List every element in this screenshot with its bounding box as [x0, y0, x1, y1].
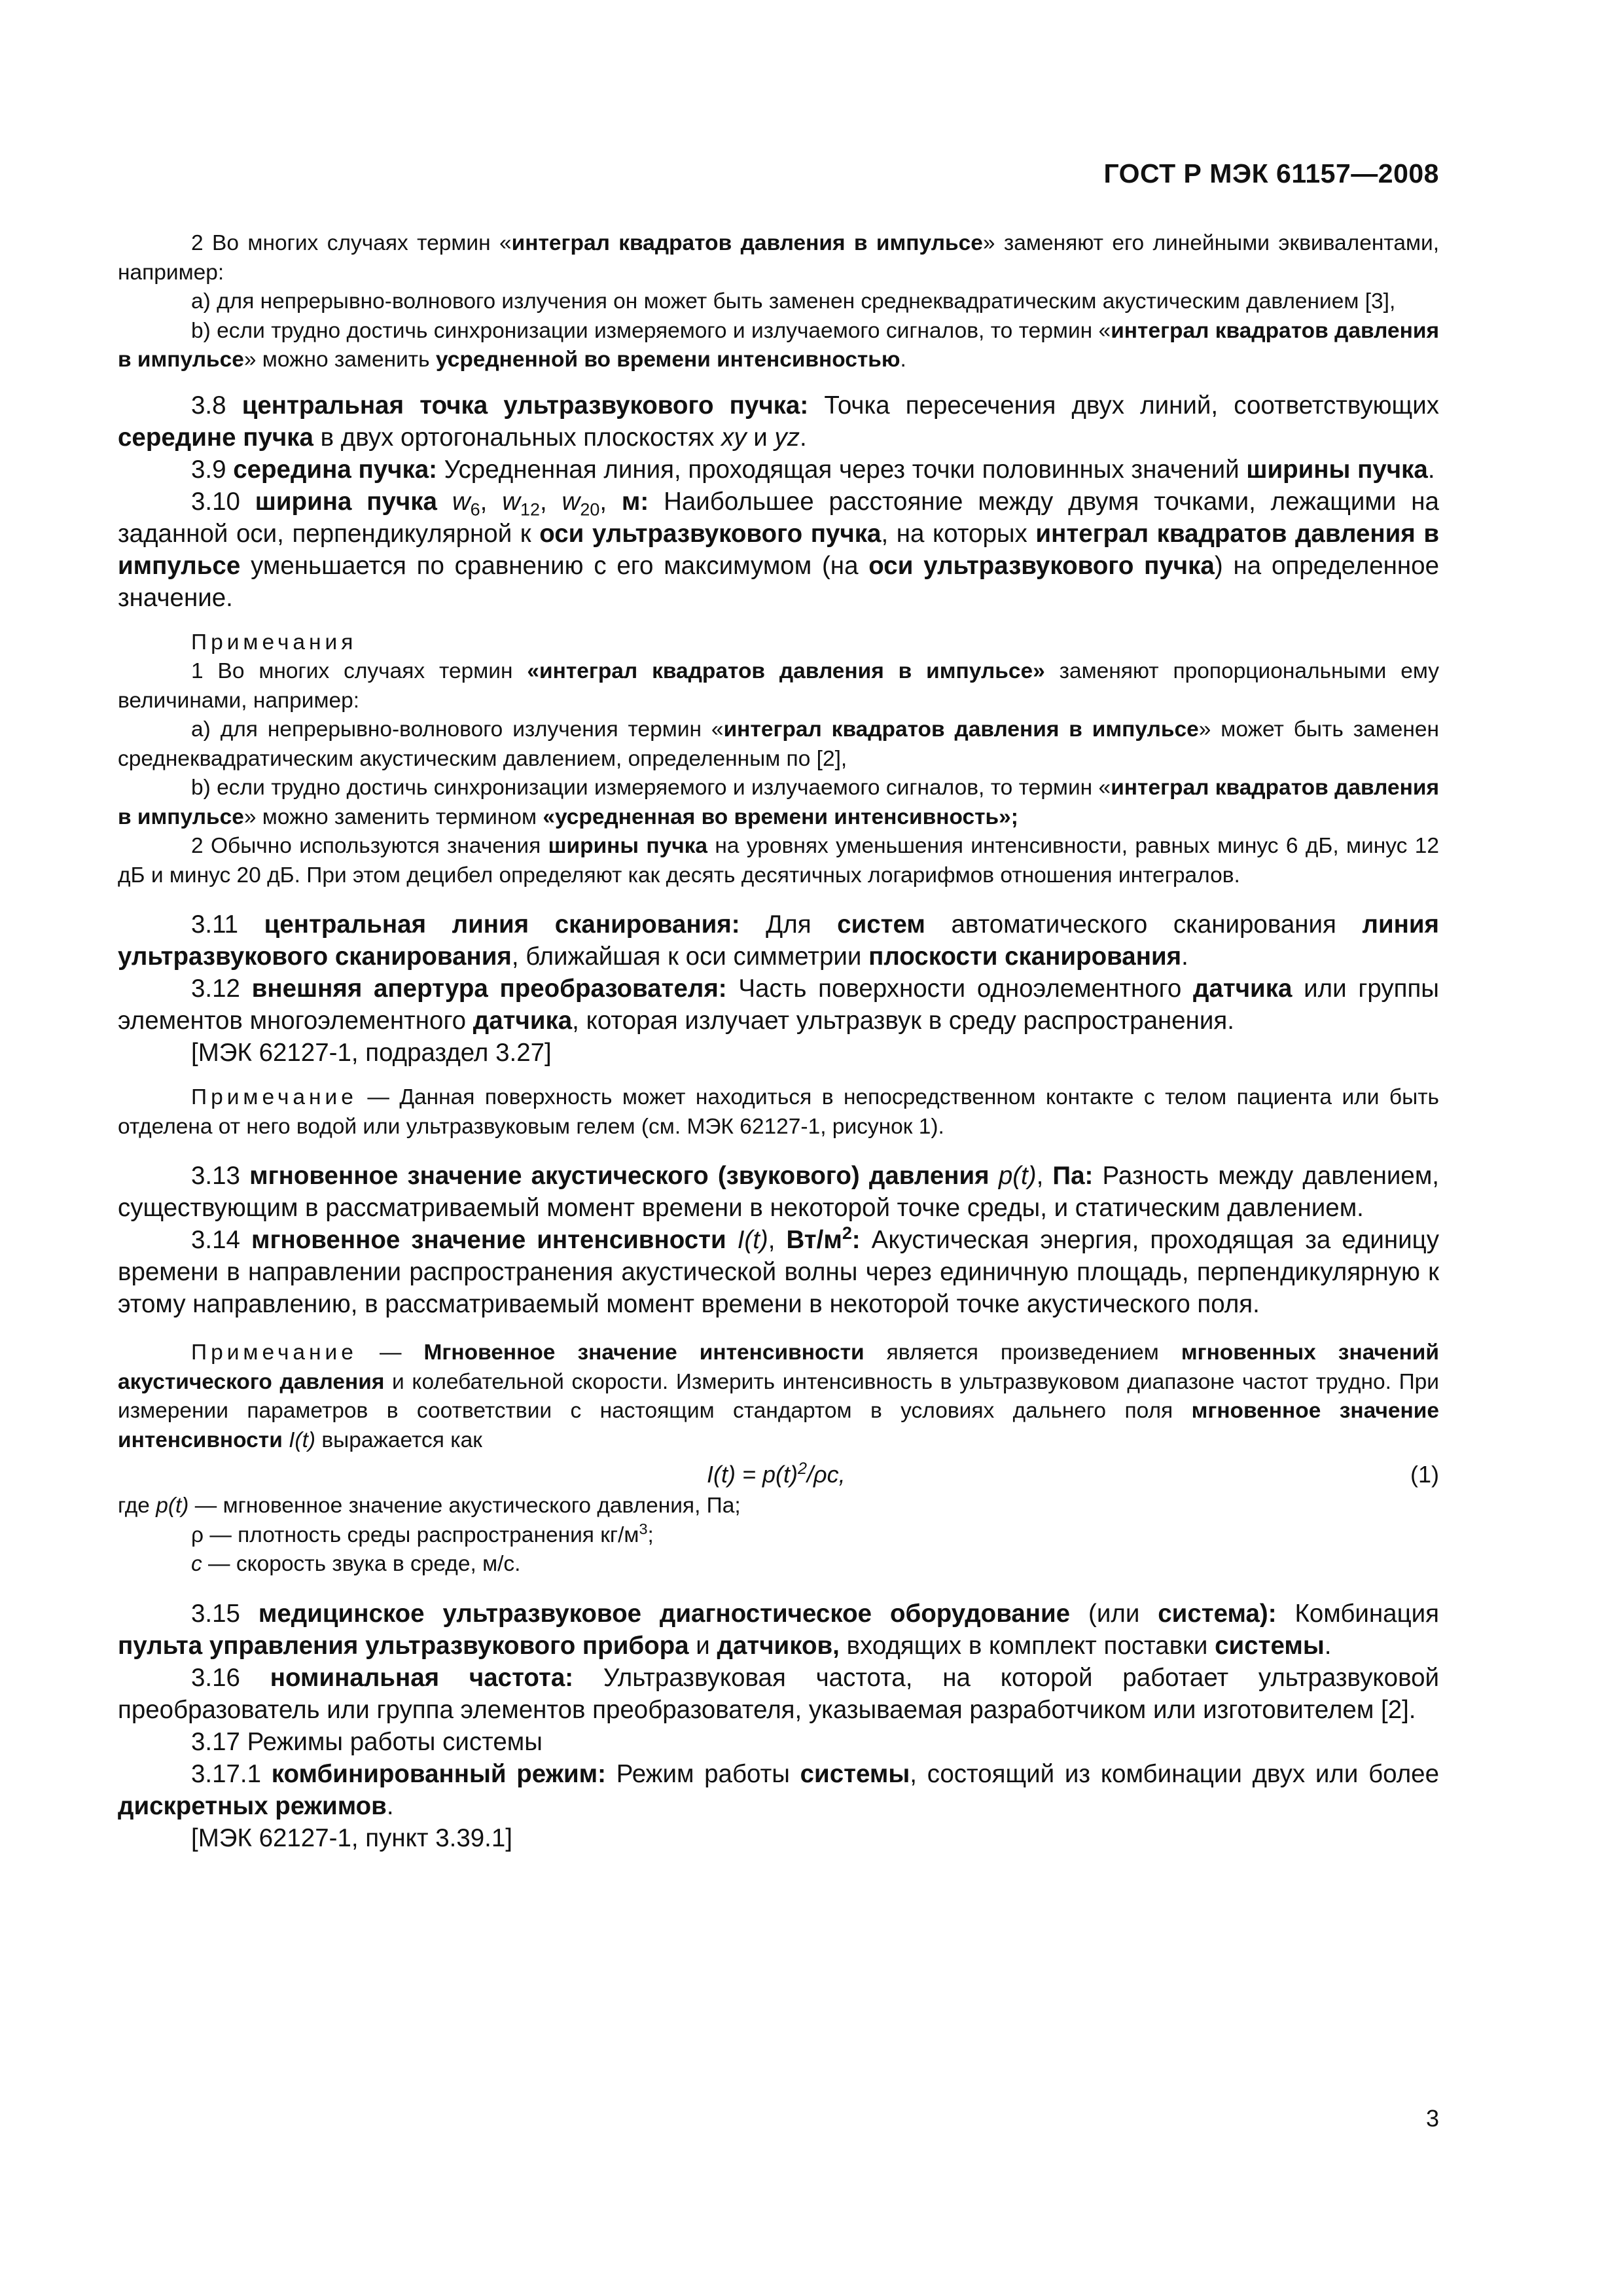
term-paragraph: 3.8 центральная точка ультразвукового пучка: Точка пересечения двух линий, соответствующих середине пучка в двух ортогональных плоскостях xy и yz.: [118, 391, 1439, 452]
formula-legend-line: c — скорость звука в среде, м/с.: [191, 1552, 521, 1576]
term-paragraph: 3.10 ширина пучка $w_6$, $w_{12}$, $w_{20}$, м: Наибольшее расстояние между двумя точками, лежащими на заданной оси, перпендикулярной к оси ультразвукового пучка, на которых интеграл квадратов давления в импульсе уменьшается по сравнению с его максимумом (на оси ультразвукового пучка) на определенное значение.: [118, 487, 1440, 612]
note-paragraph: Примечание — Мгновенное значение интенсивности является произведением мгновенных значений акустического давления и колебательной скорости. Измерить интенсивность в ультразвуковом диапазоне частот трудно. При измерении параметров в соответствии с настоящим стандартом в условиях дальнего поля мгновенное значение интенсивности I(t) выражается как: [118, 1340, 1439, 1452]
page-number: 3: [1425, 2105, 1439, 2132]
reference-line: [МЭК 62127-1, пункт 3.39.1]: [191, 1823, 512, 1852]
notes-heading: Примечания: [191, 630, 357, 655]
term-paragraph: 3.17.1 комбинированный режим: Режим работы системы, состоящий из комбинации двух или более дискретных режимов.: [118, 1759, 1439, 1820]
formula-row: [118, 1458, 1439, 1492]
note-paragraph: 2 Во многих случаях термин «интеграл квадратов давления в импульсе» заменяют его линейными эквивалентами, например:: [118, 231, 1440, 285]
term-paragraph: 3.16 номинальная частота: Ультразвуковая частота, на которой работает ультразвуковой преобразователь или группа элементов преобразователя, указываемая разработчиком или изготовителем [2].: [118, 1663, 1440, 1724]
term-paragraph: 3.11 центральная линия сканирования: Для систем автоматического сканирования линия ультразвукового сканирования, ближайшая к оси симметрии плоскости сканирования.: [118, 910, 1439, 971]
formula-legend-line: где p(t) — мгновенное значение акустического давления, Па;: [118, 1494, 741, 1518]
document-header: ГОСТ Р МЭК 61157—2008: [1103, 158, 1439, 188]
reference-line: [МЭК 62127-1, подраздел 3.27]: [191, 1039, 552, 1067]
term-paragraph: 3.12 внешняя апертура преобразователя: Часть поверхности одноэлементного датчика или группы элементов многоэлементного датчика, которая излучает ультразвук в среду распространения.: [118, 975, 1439, 1035]
formula: $I(t) = p(t)^2/\rho c$,: [707, 1460, 846, 1488]
note-paragraph: b) если трудно достичь синхронизации измеряемого и излучаемого сигналов, то термин «интеграл квадратов давления в импульсе» можно заменить термином «усредненная во времени интенсивность»;: [118, 776, 1439, 829]
term-paragraph: 3.14 мгновенное значение интенсивности I(t), $Вт/м^2$: Акустическая энергия, проходящая за единицу времени в направлении распространения акустической волны через единичную площадь, перпендикулярную к этому направлению, в рассматриваемый момент времени в некоторой точке акустического поля.: [118, 1223, 1439, 1318]
section-heading: 3.17 Режимы работы системы: [191, 1727, 543, 1756]
note-paragraph: b) если трудно достичь синхронизации измеряемого и излучаемого сигналов, то термин «интеграл квадратов давления в импульсе» можно заменить усредненной во времени интенсивностью.: [118, 318, 1439, 372]
term-paragraph: 3.15 медицинское ультразвуковое диагностическое оборудование (или система): Комбинация пульта управления ультразвукового прибора и датчиков, входящих в комплект поставки системы.: [118, 1599, 1439, 1660]
note-paragraph: a) для непрерывно-волнового излучения термин «интеграл квадратов давления в импульсе» может быть заменен среднеквадратическим акустическим давлением, определенным по [2],: [118, 717, 1439, 771]
formula-number: (1): [1410, 1461, 1439, 1488]
note-paragraph: Примечание — Данная поверхность может находиться в непосредственном контакте с телом пациента или быть отделена от него водой или ультразвуковым гелем (см. МЭК 62127-1, рисунок 1).: [118, 1085, 1439, 1139]
term-paragraph: 3.13 мгновенное значение акустического (звукового) давления p(t), Па: Разность между давлением, существующим в рассматриваемый момент времени в некоторой точке среды, и статическим давлением.: [118, 1162, 1440, 1222]
note-paragraph: 1 Во многих случаях термин «интеграл квадратов давления в импульсе» заменяют пропорциональными ему величинами, например:: [118, 659, 1439, 713]
note-paragraph: a) для непрерывно-волнового излучения он может быть заменен среднеквадратическим акустическим давлением [3],: [191, 289, 1396, 314]
term-paragraph: 3.9 середина пучка: Усредненная линия, проходящая через точки половинных значений ширины пучка.: [191, 455, 1435, 484]
note-paragraph: 2 Обычно используются значения ширины пучка на уровнях уменьшения интенсивности, равных минус 6 дБ, минус 12 дБ и минус 20 дБ. При этом децибел определяют как десять десятичных логарифмов отношения интегралов.: [118, 834, 1439, 888]
page-content: [118, 229, 1439, 1854]
formula-legend-line: ρ — плотность среды распространения $кг/м^3$;: [191, 1520, 654, 1547]
